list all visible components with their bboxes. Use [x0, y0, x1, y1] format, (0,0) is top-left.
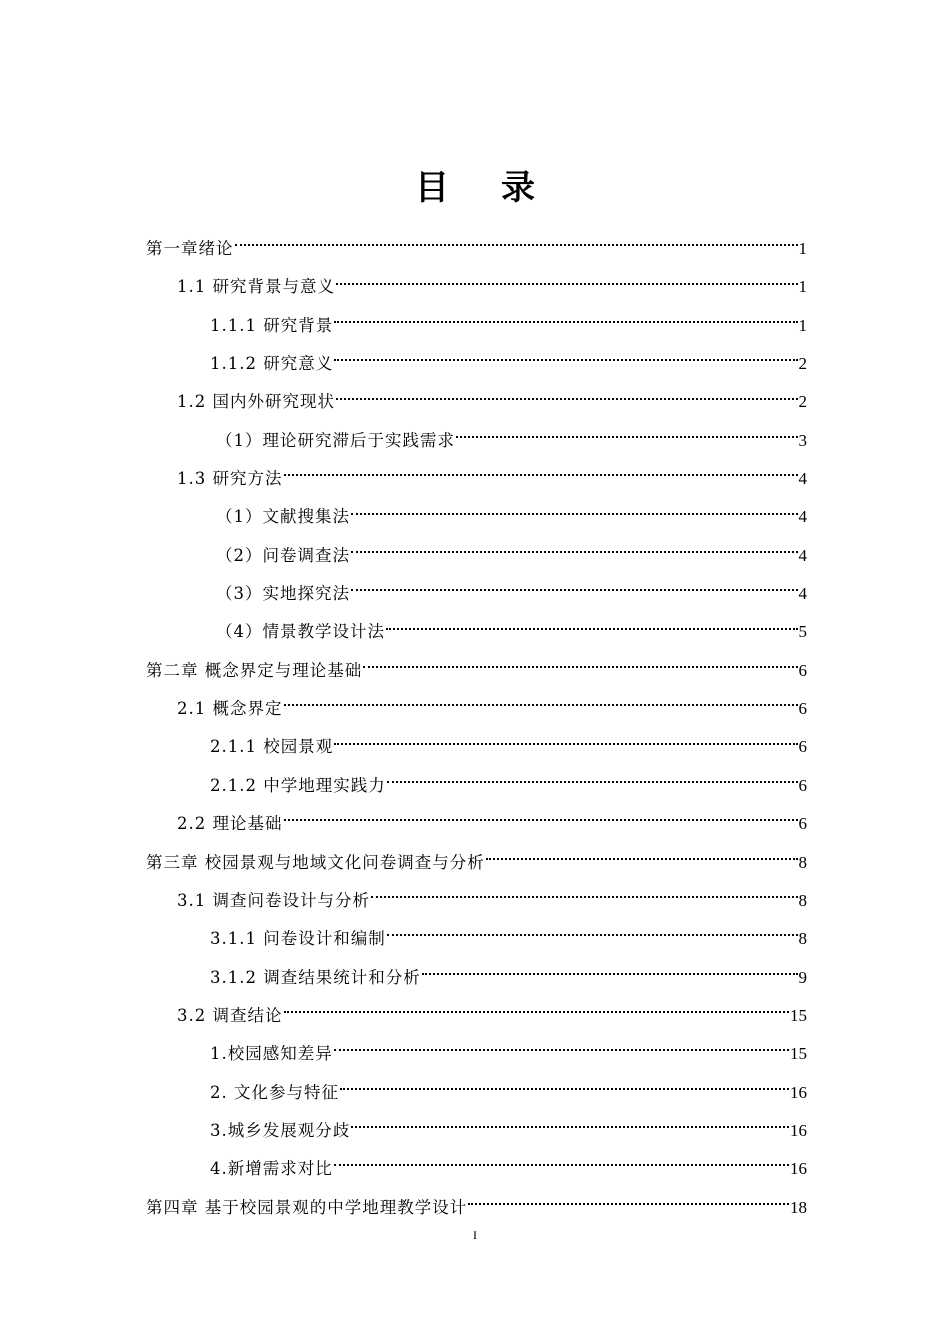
dot-leader: [456, 436, 798, 438]
toc-entry-title: （3）实地探究法: [216, 584, 350, 604]
toc-entry-title: （1）文献搜集法: [216, 507, 350, 527]
toc-entry-title: 3.1.2 调查结果统计和分析: [210, 967, 421, 987]
page-number-footer: I: [473, 1228, 477, 1242]
dot-leader: [235, 244, 798, 246]
toc-entry-title: 1.2 国内外研究现状: [177, 392, 335, 412]
toc-entry[interactable]: [146, 268, 807, 306]
dot-leader: [284, 704, 798, 706]
toc-entry[interactable]: [146, 805, 807, 843]
toc-entry-title: 4.新增需求对比: [210, 1159, 333, 1179]
dot-leader: [336, 283, 798, 285]
toc-entry[interactable]: [146, 230, 807, 268]
toc-entry[interactable]: [146, 1150, 807, 1188]
dot-leader: [386, 628, 798, 630]
toc-entry-page: 15: [790, 1005, 807, 1025]
toc-entry-title: （1）理论研究滞后于实践需求: [216, 430, 455, 450]
toc-entry[interactable]: [146, 1074, 807, 1112]
toc-entry-title: 2. 文化参与特征: [210, 1082, 339, 1102]
toc-entry[interactable]: [146, 537, 807, 575]
table-of-contents: [146, 230, 807, 1227]
toc-entry-title: 3.城乡发展观分歧: [210, 1120, 351, 1140]
toc-entry[interactable]: [146, 920, 807, 958]
toc-entry[interactable]: [146, 1035, 807, 1073]
toc-entry-page: 1: [798, 239, 807, 258]
toc-entry-title: 1.3 研究方法: [177, 469, 283, 489]
toc-entry-page: 9: [798, 967, 807, 987]
toc-entry-page: 1: [798, 277, 807, 297]
toc-entry[interactable]: [146, 422, 807, 460]
dot-leader: [284, 819, 798, 821]
toc-entry-title: 第二章 概念界定与理论基础: [146, 660, 363, 680]
toc-entry-title: 3.1.1 问卷设计和编制: [210, 929, 386, 949]
dot-leader: [334, 1049, 789, 1051]
dot-leader: [422, 973, 798, 975]
toc-entry[interactable]: [146, 575, 807, 613]
dot-leader: [486, 858, 798, 860]
toc-entry-page: 16: [790, 1082, 807, 1102]
toc-entry-page: 16: [790, 1120, 807, 1140]
toc-entry[interactable]: [146, 728, 807, 766]
toc-entry-page: 6: [798, 699, 807, 719]
toc-entry[interactable]: [146, 959, 807, 997]
toc-entry-page: 8: [798, 890, 807, 910]
dot-leader: [351, 589, 798, 591]
toc-entry-page: 6: [798, 660, 807, 680]
toc-entry-page: 15: [790, 1044, 807, 1064]
toc-entry-page: 2: [798, 392, 807, 412]
toc-entry[interactable]: [146, 1189, 807, 1227]
toc-entry[interactable]: [146, 383, 807, 421]
toc-entry[interactable]: [146, 767, 807, 805]
dot-leader: [334, 1164, 789, 1166]
dot-leader: [363, 666, 797, 668]
toc-entry-page: 16: [790, 1159, 807, 1179]
toc-entry-page: 1: [798, 315, 807, 335]
dot-leader: [387, 934, 798, 936]
toc-entry[interactable]: [146, 345, 807, 383]
toc-entry[interactable]: [146, 997, 807, 1035]
toc-entry-page: 4: [798, 507, 807, 527]
toc-entry-page: 2: [798, 354, 807, 374]
toc-entry[interactable]: [146, 690, 807, 728]
page-title: 目录: [415, 168, 587, 208]
toc-entry-title: 1.1.2 研究意义: [210, 354, 334, 374]
toc-entry-page: 4: [798, 545, 807, 565]
toc-entry-page: 3: [798, 430, 807, 450]
toc-entry[interactable]: [146, 307, 807, 345]
toc-entry-title: 1.1 研究背景与意义: [177, 277, 335, 297]
toc-entry[interactable]: [146, 498, 807, 536]
toc-entry[interactable]: [146, 844, 807, 882]
dot-leader: [351, 1126, 789, 1128]
toc-entry[interactable]: [146, 460, 807, 498]
toc-entry-title: 1.校园感知差异: [210, 1044, 333, 1064]
toc-entry-page: 18: [790, 1197, 807, 1217]
toc-entry-title: 第四章 基于校园景观的中学地理教学设计: [146, 1197, 468, 1217]
toc-entry-title: 第一章绪论: [146, 239, 234, 258]
dot-leader: [336, 398, 798, 400]
toc-entry-title: 3.2 调查结论: [177, 1005, 283, 1025]
toc-entry-page: 8: [798, 929, 807, 949]
toc-entry-title: （2）问卷调查法: [216, 545, 350, 565]
toc-entry[interactable]: [146, 1112, 807, 1150]
dot-leader: [334, 321, 797, 323]
toc-entry-title: 1.1.1 研究背景: [210, 315, 334, 335]
toc-entry-page: 6: [798, 775, 807, 795]
toc-entry-title: 2.1 概念界定: [177, 699, 283, 719]
toc-entry-title: 2.1.1 校园景观: [210, 737, 334, 757]
toc-entry-title: 3.1 调查问卷设计与分析: [177, 890, 370, 910]
toc-entry-page: 8: [798, 852, 807, 872]
toc-entry[interactable]: [146, 613, 807, 651]
dot-leader: [284, 474, 798, 476]
dot-leader: [351, 513, 798, 515]
dot-leader: [371, 896, 798, 898]
toc-entry-title: 2.2 理论基础: [177, 814, 283, 834]
toc-entry-page: 4: [798, 584, 807, 604]
toc-entry-page: 5: [798, 622, 807, 642]
toc-entry-page: 6: [798, 737, 807, 757]
toc-entry-page: 4: [798, 469, 807, 489]
dot-leader: [334, 359, 797, 361]
dot-leader: [334, 743, 797, 745]
dot-leader: [387, 781, 798, 783]
toc-entry[interactable]: [146, 882, 807, 920]
dot-leader: [351, 551, 798, 553]
toc-entry[interactable]: [146, 652, 807, 690]
dot-leader: [284, 1011, 790, 1013]
toc-entry-title: 2.1.2 中学地理实践力: [210, 775, 386, 795]
dot-leader: [340, 1088, 789, 1090]
toc-entry-title: （4）情景教学设计法: [216, 622, 385, 642]
toc-entry-page: 6: [798, 814, 807, 834]
toc-entry-title: 第三章 校园景观与地域文化问卷调查与分析: [146, 852, 485, 872]
dot-leader: [468, 1203, 789, 1205]
